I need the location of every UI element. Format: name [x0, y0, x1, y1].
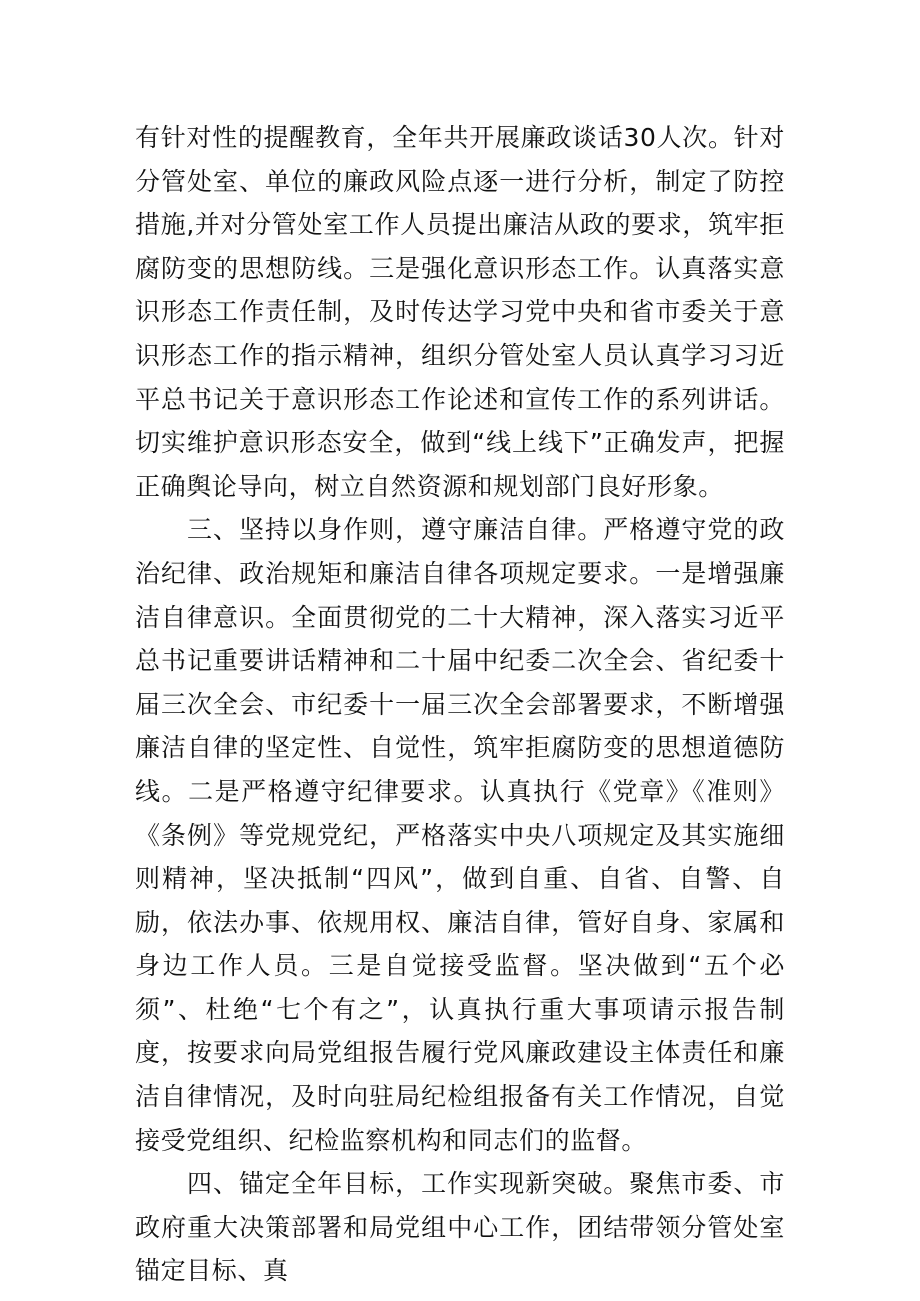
paragraph-2: 三、坚持以身作则，遵守廉洁自律。严格遵守党的政治纪律、政治规矩和廉洁自律各项规定要求。一是增强廉洁自律意识。全面贯彻党的二十大精神，深入落实习近平总书记重要讲话精神和二十届中纪委二次全会、省纪委十届三次全会、市纪委十一届三次全会部署要求，不断增强廉洁自律的坚定性、自觉性，筑牢拒腐防变的思想道德防线。二是严格遵守纪律要求。认真执行《党章》《准则》《条例》等党规党纪，严格落实中央八项规定及其实施细则精神，坚决抵制“四风”，做到自重、自省、自警、自励，依法办事、依规用权、廉洁自律，管好自身、家属和身边工作人员。三是自觉接受监督。坚决做到“五个必须”、杜绝“七个有之”，认真执行重大事项请示报告制度，按要求向局党组报告履行党风廉政建设主体责任和廉洁自律情况，及时向驻局纪检组报备有关工作情况，自觉接受党组织、纪检监察机构和同志们的监督。	[135, 515, 785, 1155]
paragraph-3: 四、锚定全年目标，工作实现新突破。聚焦市委、市政府重大决策部署和局党组中心工作，团结带领分管处室锚定目标、真	[135, 1169, 785, 1286]
paragraph-1: 有针对性的提醒教育，全年共开展廉政谈话30人次。针对分管处室、单位的廉政风险点逐一进行分析，制定了防控措施,并对分管处室工作人员提出廉洁从政的要求，筑牢拒腐防变的思想防线。三是强化意识形态工作。认真落实意识形态工作责任制，及时传达学习党中央和省市委关于意识形态工作的指示精神，组织分管处室人员认真学习习近平总书记关于意识形态工作论述和宣传工作的系列讲话。切实维护意识形态安全，做到“线上线下”正确发声，把握正确舆论导向，树立自然资源和规划部门良好形象。	[135, 123, 785, 501]
document-body	[135, 116, 785, 1293]
